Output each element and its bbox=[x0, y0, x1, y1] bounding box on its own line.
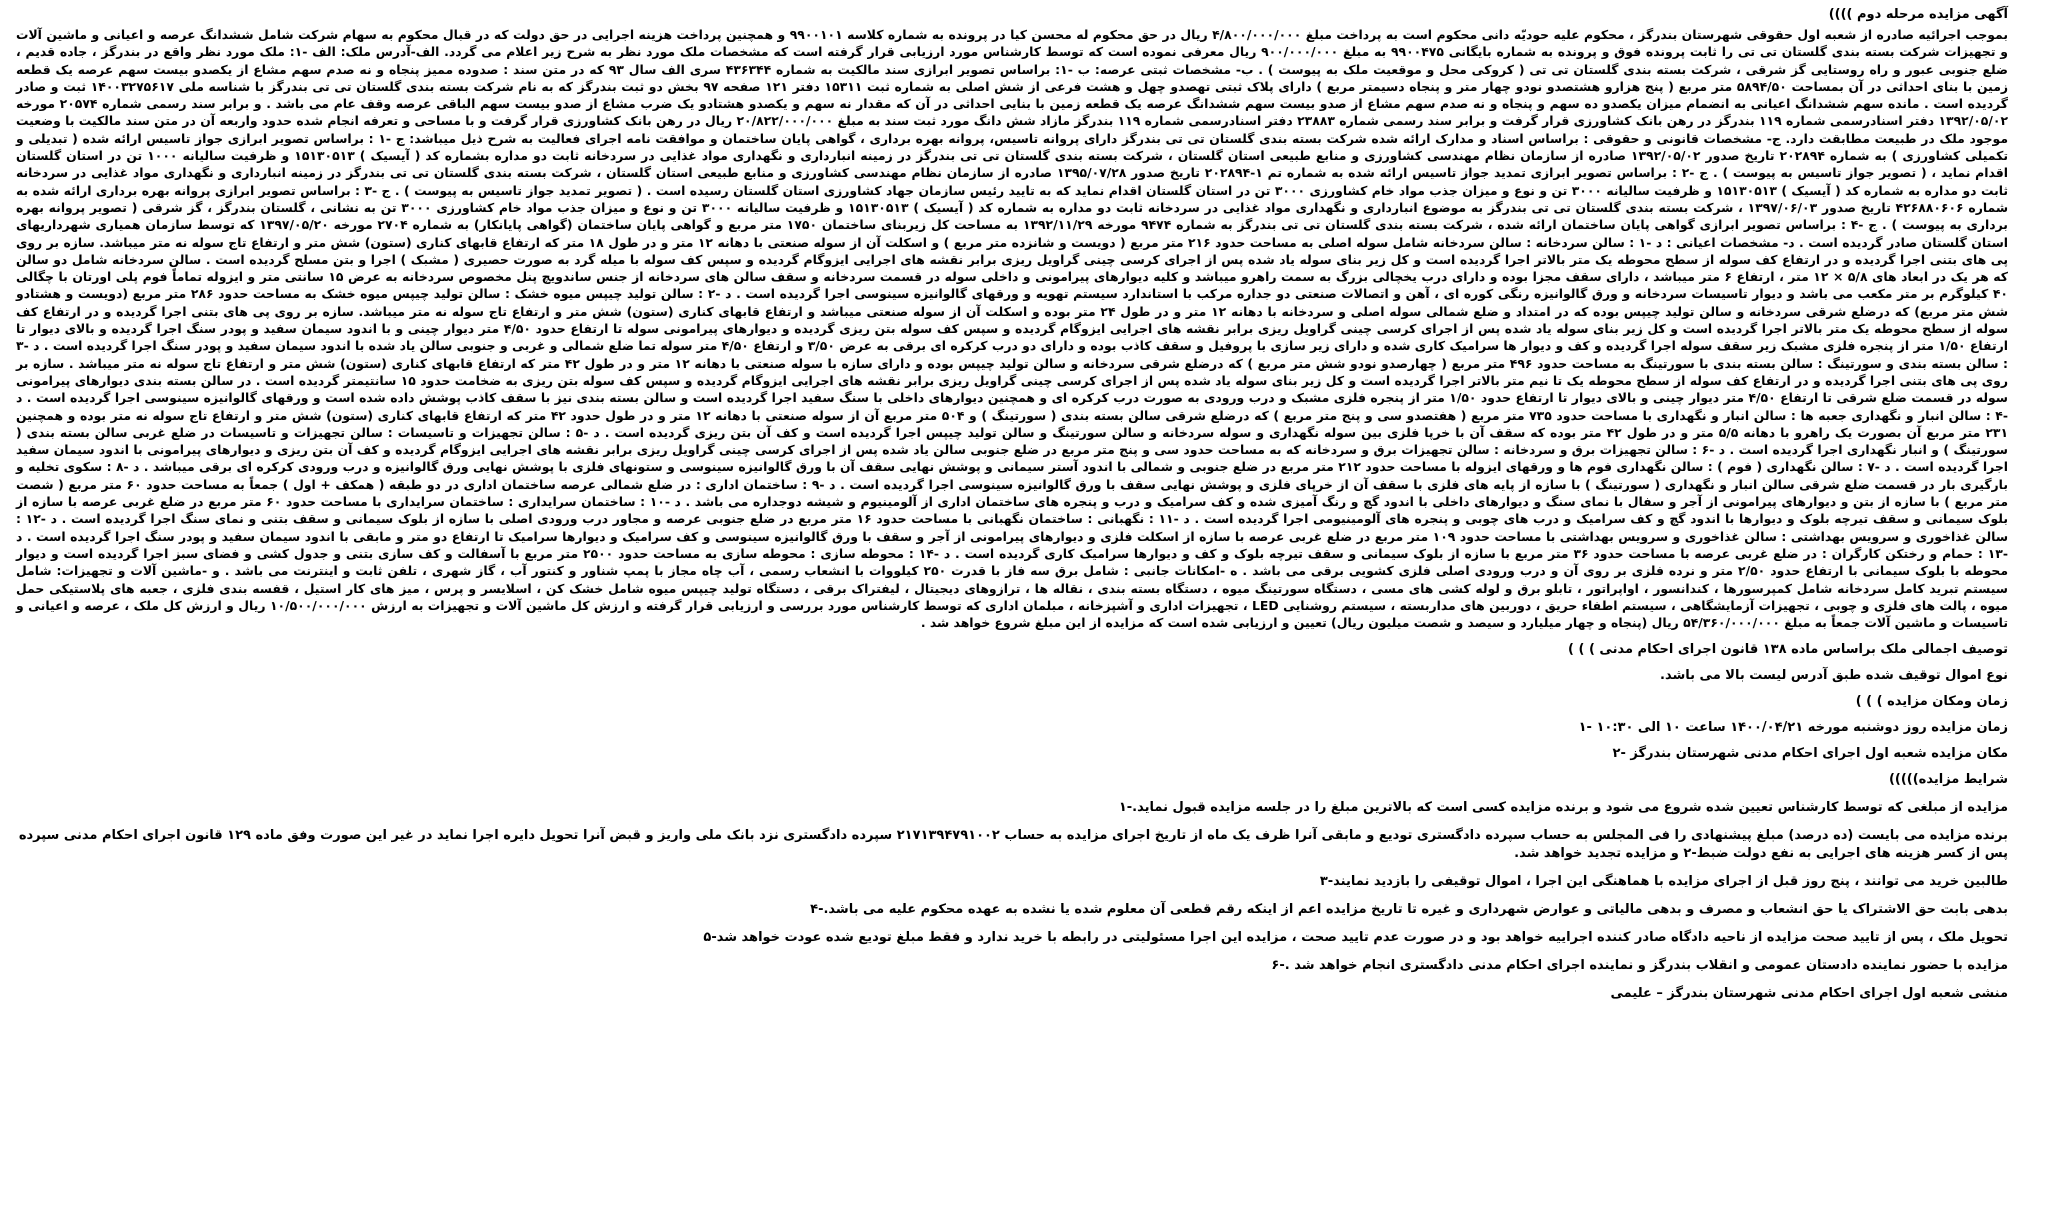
auction-time: زمان مزایده روز دوشنبه مورخه ۱۴۰۰/۰۴/۲۱ ساعت ۱۰ الی ۱۰:۳۰ -۱ bbox=[1578, 720, 2008, 736]
auction-place: مکان مزایده شعبه اول اجرای احکام مدنی شهرستان بندرگز -۲ bbox=[1612, 746, 2008, 762]
condition-item: طالبین خرید می توانند ، پنج روز قبل از اجرای مزایده با هماهنگی این اجرا ، اموال توقیفی را بازدید نمایند-۳ bbox=[1319, 874, 2008, 890]
summary-line: توصیف اجمالی ملک براساس ماده ۱۳۸ قانون اجرای احکام مدنی ) ) ) bbox=[1568, 642, 2008, 658]
time-place-heading: زمان ومکان مزایده ) ) ) bbox=[1855, 694, 2008, 710]
conditions-heading: شرایط مزایده))))) bbox=[1888, 772, 2008, 788]
condition-item: برنده مزایده می بایست (ده درصد) مبلغ پیشنهادی را فی المجلس به حساب سپرده دادگستری تودیع و مابقی آنرا ظرف یک ماه از تاریخ اجرای مزایده به حساب ۲۱۷۱۳۹۴۷۹۱۰۰۲ سپرده دادگستری نزد بانک ملی واریز و قبض آنرا تحویل دایره اجرا نماید در غیر این صورت وفق ماده ۱۲۹ قانون اجرای احکام مدنی سپرده پس از کسر هزینه های اجرایی به نفع دولت ضبط-۲ و مزایده تجدید خواهد شد. bbox=[18, 828, 2008, 862]
seizure-line: نوع اموال توقیف شده طبق آدرس لیست بالا می باشد. bbox=[1660, 668, 2008, 684]
condition-item: مزایده با حضور نماینده دادستان عمومی و انقلاب بندرگز و نماینده اجرای احکام مدنی دادگستری انجام خواهد شد .-۶ bbox=[1271, 958, 2008, 974]
condition-item: مزایده از مبلغی که توسط کارشناس تعیین شده شروع می شود و برنده مزایده کسی است که بالاترین مبلغ را در جلسه مزایده قبول نماید.-۱ bbox=[1118, 800, 2008, 816]
notice-title: آگهی مزایده مرحله دوم )))) bbox=[1828, 7, 2008, 22]
signature-line: منشی شعبه اول اجرای احکام مدنی شهرستان بندرگز – علیمی bbox=[1610, 986, 2008, 1002]
condition-item: بدهی بابت حق الاشتراک یا حق انشعاب و مصرف و بدهی مالیاتی و عوارض شهرداری و غیره تا تاریخ مزایده اعم از اینکه رقم قطعی آن معلوم شده یا نشده به عهده محکوم علیه می باشد.-۴ bbox=[810, 902, 2008, 918]
notice-body: بموجب اجرائیه صادره از شعبه اول حقوقی شهرستان بندرگز ، محکوم علیه حودیّه دانی محکوم است به پرداخت مبلغ ۴/۸۰۰/۰۰۰/۰۰۰ ریال در حق محکوم له محسن کیا در پرونده به شماره کلاسه ۹۹۰۰۱۰۱ و همچنین پرداخت هزینه اجرایی در حق دولت که در قبال محکوم به سهام شرکت شامل ششدانگ عرصه و اعیانی و ماشین آلات و تجهیزات شرکت بسته بندی گلستان تی تی را ثابت پرونده فوق و پرونده به شماره بایگانی ۹۹۰۰۴۷۵ به مبلغ ۹۰۰/۰۰۰/۰۰۰ ریال معرفی نموده است که توسط کارشناس مورد ارزیابی قرار گرفته است که مشخصات ملک مورد نظر به شرح زیر اعلام می گردد. الف-آدرس ملک: الف -۱: ملک مورد نظر واقع در بندرگز ، جاده قدیم ، ضلع جنوبی عبور و راه روستایی گز شرقی ، شرکت بسته بندی گلستان تی تی ( کروکی محل و موقعیت ملک به پیوست ) . ب- مشخصات ثبتی عرصه: ب -۱: براساس تصویر ابرازی سند مالکیت به شماره ۴۳۶۳۴۴ سری الف سال ۹۳ که در متن سند : صدوده ممیز پنجاه و نه صدم سهم مشاع از یکصدو بیست سهم عرصه یک قطعه زمین با بنای احداثی در آن بمساحت ۵۸۹۴/۵۰ متر مربع ( پنج هزارو هشتصدو نودو چهار متر و پنجاه دسیمتر مربع ) دارای پلاک ثبتی تهصدو چهل و هشت فرعی از شش اصلی به شماره ثبت ۱۵۳۱۱ دفتر ۱۲۱ صفحه ۹۷ بخش دو ثبت بندرگز که به نام شرکت بسته بندی گلستان تی تی بندرگز با شناسه ملی ۱۴۰۰۳۲۷۵۶۱۷ ثبت و صادر گردیده است . مانده سهم ششدانگ اعیانی به انضمام میزان یکصدو ده سهم و پنجاه و نه صدم سهم مشاع از صدو بیست سهم ششدانگ عرصه یک قطعه زمین با بنایی احداثی در آن که مقدار نه سهم و یکصدو هشتادو یک ضرب مشاع از صدو بیست سهم الباقی عرصه وقف عام می باشد . و برابر سند رسمی شماره ۲۰۵۷۴ مورخه ۱۳۹۲/۰۵/۰۲ دفتر اسنادرسمی شماره ۱۱۹ بندرگز در رهن بانک کشاورزی قرار گرفت و برابر سند رسمی شماره ۲۳۸۸۳ دفتر اسنادرسمی شماره ۱۱۹ بندرگز مازاد شش دانگ مورد ثبت سند به مبلغ ۲۰/۸۲۲/۰۰۰/۰۰۰ ریال در رهن بانک کشاورزی قرار گرفت و با مساحی و تعرفه انجام شده حدود واربعه آن در متن سند مالکیت با وضعیت موجود ملک در طبیعت مطابقت دارد. ج- مشخصات قانونی و حقوقی : براساس اسناد و مدارک ارائه شده شرکت بسته بندی گلستان تی تی بندرگز دارای پروانه تاسیس، پروانه بهره برداری ، گواهی پایان ساختمان و موافقت نامه اجرای فعالیت به شرح ذیل میباشد: ج -۱ : براساس تصویر ابرازی جواز تاسیس ارائه شده ( تبدیلی و تکمیلی کشاورزی ) به شماره ۲۰۲۸۹۴ تاریخ صدور ۱۳۹۲/۰۵/۰۲ صادره از سازمان نظام مهندسی کشاورزی و منابع طبیعی استان گلستان ، شرکت بسته بندی گلستان تی تی بندرگز در زمینه انبارداری و نگهداری مواد غذایی در سردخانه ثابت دو مداره بشماره کد ( آیسیک ) ۱۵۱۳۰۵۱۳ و ظرفیت سالیانه ۱۰۰۰ تن در استان گلستان اقدام نماید ، ( تصویر جواز تاسیس به پیوست ) . ج -۲ : براساس تصویر ابرازی تمدید جواز تاسیس ارائه شده به شماره تم ۱-۲۰۲۸۹۴ تاریخ صدور ۱۳۹۵/۰۷/۲۸ صادره از سازمان نظام مهندسی کشاورزی و منابع طبیعی استان گلستان ، شرکت بسته بندی گلستان تی تی بندرگز در زمینه انبارداری و نگهداری مواد غذایی در سردخانه ثابت دو مداره به شماره کد ( آیسیک ) ۱۵۱۳۰۵۱۳ و ظرفیت سالیانه ۳۰۰۰ تن و نوع و میزان جذب مواد خام کشاورزی ۳۰۰۰ تن در استان گلستان اقدام نماید که به تایید رئیس سازمان جهاد کشاورزی استان گلستان رسیده است . ( تصویر تمدید جواز تاسیس به پیوست ) . ج -۳ : براساس تصویر ابرازی پروانه بهره برداری ارائه شده به شماره ۴۲۶۸۸۰۶۰۶ تاریخ صدور ۱۳۹۷/۰۶/۰۳ ، شرکت بسته بندی گلستان تی تی بندرگز به موضوع انبارداری و نگهداری مواد غذایی در سردخانه ثابت دو مداره به شماره کد ( آیسیک ) ۱۵۱۳۰۵۱۳ و ظرفیت سالیانه ۳۰۰۰ تن و نوع و میزان جذب مواد خام کشاورزی ۳۰۰۰ تن به نشانی ، گلستان بندرگز ، گز شرقی ( تصویر پروانه بهره برداری به پیوست ) . ج -۴ : براساس تصویر ابرازی گواهی پایان ساختمان ارائه شده ، شرکت بسته بندی گلستان تی تی بندرگز به شماره ۹۴۷۴ مورخه ۱۳۹۲/۱۱/۲۹ به مساحت کل زیربنای ساختمان ۱۷۵۰ متر مربع و گواهی پایان ساختمان (گواهی پایانکار) به شماره ۲۷۰۴ مورخه ۱۳۹۷/۰۵/۲۰ که توسط سازمان همیاری شهرداریهای استان گلستان صادر گردیده است . د- مشخصات اعیانی : د -۱ : سالن سردخانه : سالن سردخانه شامل سوله اصلی به مساحت حدود ۲۱۶ متر مربع ( دویست و شانزده متر مربع ) و اسکلت آن از سوله صنعتی با دهانه ۱۲ متر و در طول ۱۸ متر که ارتفاع قابهای کناری (ستون) شش متر و ارتفاع تاج سوله نه متر میباشد. سازه بر روی پی های بتنی اجرا گردیده و در ارتفاع کف سوله از سطح محوطه یک متر بالاتر اجرا گردیده است و کل زیر بنای سوله یاد شده پس از اجرای کرسی چینی گراویل ریزی برابر نقشه های اجرایی ایزوگام گردیده و سپس کف سوله با میله گرد به صورت حصیری ( مشبک ) اجرا و بتن مسلح گردیده است . سالن سردخانه شامل دو سالن که هر یک در ابعاد های ۵/۸ × ۱۲ متر ، ارتفاع ۶ متر میباشد ، دارای سقف مجزا بوده و دارای درب یخچالی بزرگ به سمت راهرو میباشد و کلیه دیوارهای پیرامونی و داخلی سوله در قسمت سردخانه و سقف سالن های سردخانه از جنس ساندویچ پنل مخصوص سردخانه به عرض ۱۵ سانتی متر و ایزوله تماماً فوم پلی اورتان با چگالی ۴۰ کیلوگرم بر متر مکعب می باشد و دیوار تاسیسات سردخانه و ورق گالوانیزه رنگی کوره ای ، آهن و اتصالات صنعتی دو جداره مرکب با استاندارد سیستم تهویه و ورقهای گالوانیزه سینوسی اجرا گردیده است . د -۲ : سالن تولید چیپس میوه خشک : سالن تولید چیپس میوه خشک به مساحت حدود ۲۸۶ متر مربع (دویست و هشتادو شش متر مربع) که درضلع شرقی سردخانه و سالن تولید چیپس بوده که در امتداد و ضلع شمالی سوله اصلی و سردخانه با دهانه ۱۲ متر و در طول ۲۴ متر بوده و اسکلت آن از سوله صنعتی میباشد و ارتفاع قابهای کناری (ستون) شش متر و ارتفاع تاج سوله نه متر میباشد. سازه بر روی پی های بتنی اجرا گردیده و در ارتفاع کف سوله از سطح محوطه یک متر بالاتر اجرا گردیده است و کل زیر بنای سوله یاد شده پس از اجرای کرسی چینی گراویل ریزی برابر نقشه های اجرایی ایزوگام گردیده و سپس کف سوله بتن ریزی گردیده و دیوارهای پیرامونی سوله تا ارتفاع حدود ۴/۵۰ متر دیوار چینی و با اندود سیمان سفید و پودر سنگ اجرا گردیده و بالای دیوار تا ارتفاع ۱/۵۰ متر از پنجره فلزی مشبک زیر سقف سوله اجرا گردیده و کف و دیوار ها سرامیک کاری شده و دارای زیر سازی با پروفیل و سقف کاذب بوده و دارای دو درب کرکره ای برقی به عرض ۳/۵۰ و ارتفاع ۴/۵۰ متر سوله تما ضلع شمالی و غربی و جنوبی سالن یاد شده با اندود سیمان سفید و پودر سنگ اجرا گردیده است . د -۳ : سالن بسته بندی و سورتینگ : سالن بسته بندی با سورتینگ به مساحت حدود ۴۹۶ متر مربع ( چهارصدو نودو شش متر مربع ) که درضلع شرقی سردخانه و سالن تولید چیپس بوده و دارای سازه با سوله صنعتی با دهانه ۱۲ متر و در طول ۴۲ متر که ارتفاع قابهای کناری (ستون) شش متر و ارتفاع تاج سوله نه متر میباشد . سازه بر روی پی های بتنی اجرا گردیده و در ارتفاع کف سوله از سطح محوطه یک تا نیم متر بالاتر اجرا گردیده است و کل زیر بنای سوله یاد شده پس از اجرای کرسی چینی گراویل ریزی برابر نقشه های اجرایی ایزوگام گردیده و سپس کف سوله بتن ریزی به ضخامت حدود ۱۵ سانتیمتر گردیده است . در سالن بسته بندی دیوارهای پیرامونی سوله در قسمت ضلع شرقی تا ارتفاع ۴/۵۰ متر دیوار چینی و بالای دیوار تا ارتفاع حدود ۱/۵۰ متر از پنجره فلزی مشبک و درب ورودی به صورت درب کرکره ای و همچنین دیوارهای داخلی با سنگ سفید اجرا گردیده است و سالن بسته بندی نیز با سقف کاذب پوشش داده شده است و ورقهای گالوانیزه سینوسی اجرا گردیده است . د -۴ : سالن انبار و نگهداری جعبه ها : سالن انبار و نگهداری با مساحت حدود ۷۳۵ متر مربع ( هفتصدو سی و پنج متر مربع ) که درضلع شرقی سالن بسته بندی ( سورتینگ ) و ۵۰۴ متر مربع آن از سوله صنعتی با دهانه ۱۲ متر و در طول حدود ۴۲ متر که ارتفاع قابهای کناری (ستون) شش متر و ارتفاع تاج سوله نه متر بوده و همچنین ۲۳۱ متر مربع آن بصورت یک راهرو با دهانه ۵/۵ متر و در طول ۴۲ متر بوده که سقف آن با خرپا فلزی بین سوله نگهداری و سوله سردخانه و سالن سورتینگ و سالن تولید چیپس اجرا گردیده است و کف آن بتن ریزی گردیده است . د -۵ : سالن تجهیزات و تاسیسات : سالن تجهیزات و تاسیسات در ضلع غربی سالن بسته بندی ( سورتینگ ) و انبار نگهداری اجرا گردیده است . د -۶ : سالن تجهیزات برق و سردخانه : سالن تجهیزات برق و سردخانه که به مساحت حدود سی و پنج متر مربع در ضلع جنوبی سالن یاد شده پس از اجرای کرسی چینی گراویل ریزی برابر نقشه های اجرایی ایزوگام گردیده و کف آن بتن ریزی و دیوارهای پیرامونی با اندود سیمان سفید اجرا گردیده است . د -۷ : سالن نگهداری ( فوم ) : سالن نگهداری فوم ها و ورقهای ایزوله با مساحت حدود ۲۱۲ متر مربع در ضلع جنوبی و شمالی با اندود آستر سیمانی و پوشش نهایی سقف آن با ورق گالوانیزه سینوسی و ستونهای فلزی با پوشش نهایی ورق گالوانیزه و درب ورودی کرکره ای برقی میباشد . د -۸ : سکوی تخلیه و بارگیری بار در قسمت ضلع شرقی سالن انبار و نگهداری ( سورتینگ ) با سازه از پایه های فلزی با سقف آن از خرپای فلزی و پوشش نهایی سقف با ورق گالوانیزه سینوسی اجرا گردیده است . د -۹ : ساختمان اداری : در ضلع شمالی عرصه ساختمان اداری در دو طبقه ( همکف + اول ) جمعاً به مساحت حدود ۶۰ متر مربع ( شصت متر مربع ) با سازه از بتن و دیوارهای پیرامونی از آجر و سفال با نمای سنگ و دیوارهای داخلی با اندود گچ و رنگ آمیزی شده و کف سرامیک و درب و پنجره های ساختمان اداری از آلومینیوم و شیشه دوجداره می باشد . د -۱۰ : ساختمان سرایداری : ساختمان سرایداری با مساحت حدود ۶۰ متر مربع در ضلع غربی عرصه با سازه از بلوک سیمانی و سقف تیرچه بلوک و دیوارها با اندود گچ و کف سرامیک و درب های چوبی و پنجره های آلومینیومی اجرا گردیده است . د -۱۱ : نگهبانی : ساختمان نگهبانی با مساحت حدود ۱۶ متر مربع در ضلع جنوبی عرصه و مجاور درب ورودی اصلی با سازه از بلوک سیمانی و سقف بتنی و نمای سنگ اجرا گردیده است . د -۱۲ : سالن غذاخوری و سرویس بهداشتی : سالن غذاخوری و سرویس بهداشتی با مساحت حدود ۱۰۹ متر مربع در ضلع غربی عرصه با سازه از اسکلت فلزی و دیوارهای پیرامونی از آجر و سقف با ورق گالوانیزه سینوسی و کف سرامیک و دیوارها سرامیک تا ارتفاع دو متر و مابقی با اندود سیمان سفید و پودر سنگ اجرا گردیده است . د -۱۳ : حمام و رختکن کارگران : در ضلع غربی عرصه با مساحت حدود ۳۶ متر مربع با سازه از بلوک سیمانی و سقف تیرچه بلوک و کف و دیوارها سرامیک کاری گردیده است . د -۱۴ : محوطه سازی : محوطه سازی به مساحت حدود ۲۵۰۰ متر مربع با آسفالت و کف سازی بتنی و جدول کشی و فضای سبز اجرا گردیده است و دیوار محوطه با بلوک سیمانی با ارتفاع حدود ۲/۵۰ متر و نرده فلزی بر روی آن و درب ورودی اصلی فلزی کشویی برقی می باشد . ه -امکانات جانبی : شامل برق سه فاز با قدرت ۲۵۰ کیلووات با انشعاب رسمی ، آب چاه مجاز با پمپ شناور و کنتور آب ، گاز شهری ، تلفن ثابت و اینترنت می باشد . و -ماشین آلات و تجهیزات: شامل سیستم تبرید کامل سردخانه شامل کمپرسورها ، کندانسور ، اواپراتور ، تابلو برق و لوله کشی های مسی ، دستگاه سورتینگ میوه ، دستگاه بسته بندی ، نقاله ها ، ترازوهای دیجیتال ، لیفتراک برقی ، دستگاه تولید چیپس میوه شامل خشک کن ، اسلایسر و پرس ، میز های کار استیل ، قفسه بندی فلزی ، جعبه های پلاستیکی حمل میوه ، پالت های فلزی و چوبی ، تجهیزات آزمایشگاهی ، سیستم اطفاء حریق ، دوربین های مداربسته ، سیستم روشنایی LED ، تجهیزات اداری و آشپزخانه ، مبلمان اداری که توسط کارشناس مورد بررسی و ارزیابی قرار گرفته و ارزش کل ماشین آلات و تجهیزات به ارزش ۱۰/۵۰۰/۰۰۰/۰۰۰ ریال و ارزش کل ملک ، عرصه و اعیانی و تاسیسات و ماشین آلات جمعاً به مبلغ ۵۴/۳۶۰/۰۰۰/۰۰۰ ریال (پنجاه و چهار میلیارد و سیصد و شصت میلیون ریال) تعیین و ارزیابی شده است که مزایده از این مبلغ شروع خواهد شد . bbox=[16, 27, 2009, 631]
condition-item: تحویل ملک ، پس از تایید صحت مزایده از ناحیه دادگاه صادر کننده اجراییه خواهد بود و در صورت عدم تایید صحت ، مزایده این اجرا مسئولیتی در رابطه با خرید ندارد و فقط مبلغ تودیع شده عودت خواهد شد-۵ bbox=[703, 930, 2008, 946]
